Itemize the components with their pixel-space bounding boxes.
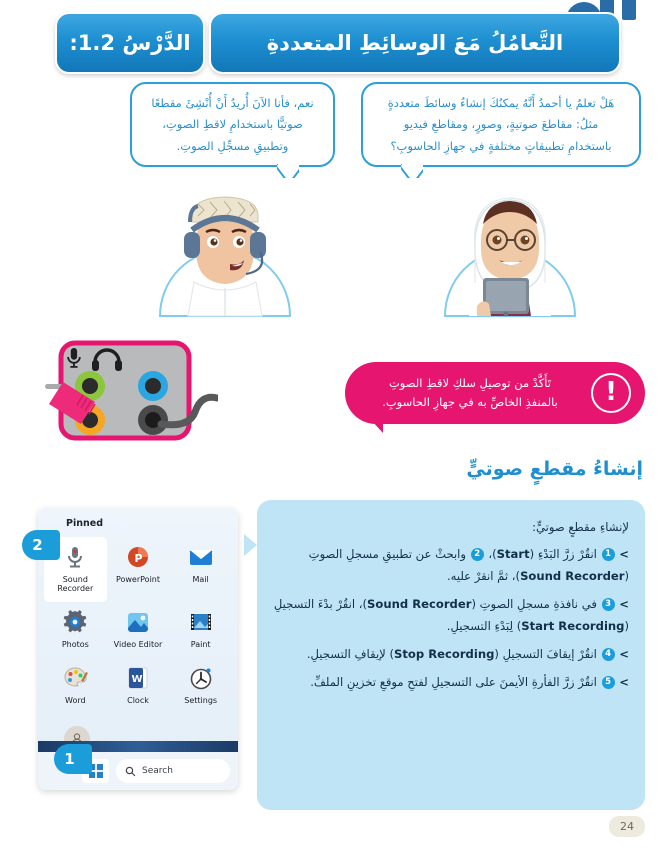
bubble-boy-line-1: نعم، فأنا الآنَ أُريدُ أَنْ أُنْشِئَ مقطعًا: [151, 96, 314, 110]
step-1-text-d: )، ثمَّ انقرْ عليه.: [446, 569, 521, 584]
step-number-badge: 3: [602, 598, 615, 611]
app-label: Clock: [127, 696, 149, 705]
speech-bubble-girl: [361, 82, 641, 167]
step-1-inline-badge: 2: [471, 548, 484, 561]
instruction-step-5: [273, 671, 629, 694]
step-1-text-a: انقُرْ زرَّ البَدْءِ (: [529, 546, 597, 561]
step-1-text-b: )،: [484, 546, 497, 561]
bullet-arrow: >: [619, 646, 629, 661]
app-tile-powerpoint[interactable]: [107, 537, 170, 602]
word-icon: [125, 665, 151, 691]
warning-text: [359, 374, 581, 412]
step-4-text-b: ) لإيقافِ التسجيلِ.: [306, 646, 395, 661]
girl-with-tablet-illustration: [435, 178, 585, 318]
app-label: Video Editor: [113, 640, 163, 649]
port-blue: [138, 371, 168, 401]
bullet-arrow: >: [619, 546, 629, 561]
section-heading: إنشاءُ مقطعٍ صوتيٍّ: [466, 458, 643, 480]
warning-line-1: تَأَكَّدْ من توصيلِ سلكِ لاقطِ الصوتِ: [388, 376, 552, 391]
microphone-icon: [62, 544, 88, 570]
bubble-boy-tail: [277, 164, 299, 178]
instruction-step-1: [273, 543, 629, 588]
step-3-en-sound-recorder: Sound Recorder: [367, 596, 472, 611]
instruction-step-4: [273, 643, 629, 666]
step-1-en-start: Start: [496, 546, 530, 561]
badge-number: 2: [32, 536, 43, 554]
mail-icon: [188, 544, 214, 570]
search-icon: [125, 766, 136, 777]
app-tile-mail[interactable]: [169, 537, 232, 602]
gear-icon: [62, 609, 88, 635]
lesson-title-banner: [55, 12, 621, 74]
svg-text:P: P: [134, 552, 143, 565]
step-number-badge: 4: [602, 648, 615, 661]
app-label: Photos: [61, 640, 89, 649]
step-3-text-a: في نافذةِ مسجلِ الصوتِ (: [471, 596, 597, 611]
pinned-apps-grid: [38, 537, 238, 714]
app-label: Word: [65, 696, 86, 705]
exclamation-icon: !: [591, 373, 631, 413]
step-5-text: انقُرْ زرَّ الفأرةِ الأيمنَ على التسجيلِ لفتحِ موقعِ تخزينِ الملفِّ.: [310, 674, 597, 689]
bullet-arrow: >: [619, 596, 629, 611]
bullet-arrow: >: [619, 674, 629, 689]
bubble-girl-tail: [401, 164, 423, 178]
app-tile-video-editor[interactable]: [169, 602, 232, 658]
warning-callout-tail: [371, 420, 383, 433]
step-4-en-stop-recording: Stop Recording: [394, 646, 495, 661]
step-badge-1: [54, 744, 92, 774]
bubble-girl-line-1: هَلْ تعلمُ يا أحمدُ أَنَّهُ يمكنُكَ إنشاءُ وسائطَ متعددةٍ: [387, 96, 615, 110]
svg-text:W: W: [131, 674, 143, 685]
step-3-text-b: )، انقُرْ بدْءَ التسجيلِ (: [273, 596, 629, 634]
app-label: PowerPoint: [115, 575, 161, 584]
search-placeholder-text: Search: [142, 766, 173, 776]
audio-port-panel-illustration: [98, 338, 218, 430]
app-label: Settings: [184, 696, 218, 705]
step-4-text-a: انقُرْ إيقافَ التسجيلِ (: [494, 646, 597, 661]
bubble-boy-line-2: صوتيًّا باستخدامِ لاقطِ الصوتِ،: [162, 117, 303, 132]
clock-icon: [188, 665, 214, 691]
powerpoint-icon: [125, 544, 151, 570]
speech-bubble-boy: [130, 82, 335, 167]
instruction-step-3: [273, 593, 629, 638]
app-tile-clock[interactable]: [169, 658, 232, 714]
header-tab-decoration-2: [622, 0, 636, 20]
instructions-panel: [257, 500, 645, 810]
app-label: Paint: [190, 640, 211, 649]
photos-icon: [125, 609, 151, 635]
instructions-panel-tail: [244, 534, 257, 556]
step-3-text-c: ) لِبَدْءِ التسجيلِ.: [446, 619, 522, 634]
app-label: Mail: [192, 575, 209, 584]
banner-knob-decoration: [33, 26, 55, 60]
warning-callout: [345, 362, 645, 424]
bubble-boy-line-3: وتطبيقِ مسجِّلِ الصوتِ.: [176, 138, 289, 153]
bubble-girl-line-3: باستخدامِ تطبيقاتٍ مختلفةٍ في جهازِ الحاسوبِ؟: [390, 138, 612, 153]
bubble-girl-line-2: مثلُ: مقاطعَ صوتيةٍ، وصورٍ، ومقاطعِ فيديو: [403, 117, 599, 132]
step-1-text-c: وابحثْ عن تطبيقِ مسجلِ الصوتِ (: [308, 546, 629, 584]
boy-with-headset-illustration: [150, 178, 300, 318]
step-number-badge: 5: [602, 676, 615, 689]
lesson-number-label: الدَّرْسُ 1.2:: [55, 12, 205, 74]
paint-icon: [62, 665, 88, 691]
video-editor-icon: [188, 609, 214, 635]
lesson-topic-label: التَّعامُلُ مَعَ الوسائِطِ المتعددةِ: [209, 12, 621, 74]
step-1-en-sound-recorder: Sound Recorder: [520, 569, 625, 584]
app-tile-paint[interactable]: [44, 658, 107, 714]
badge-number: 1: [64, 750, 75, 768]
app-label: Sound Recorder: [57, 575, 94, 593]
port-black: [138, 405, 168, 435]
app-tile-settings[interactable]: [44, 602, 107, 658]
search-input[interactable]: [116, 759, 230, 783]
instructions-intro: لإنشاءِ مقطعٍ صوتيٍّ:: [532, 520, 629, 534]
warning-line-2: بالمنفذِ الخاصِّ به في جهازِ الحاسوبِ.: [382, 395, 558, 409]
app-tile-word[interactable]: [107, 658, 170, 714]
step-badge-2: [22, 530, 60, 560]
app-tile-photos[interactable]: [107, 602, 170, 658]
pinned-label: Pinned: [66, 518, 103, 529]
step-3-en-start-recording: Start Recording: [521, 619, 625, 634]
step-number-badge: 1: [602, 548, 615, 561]
page-number: 24: [609, 816, 645, 837]
